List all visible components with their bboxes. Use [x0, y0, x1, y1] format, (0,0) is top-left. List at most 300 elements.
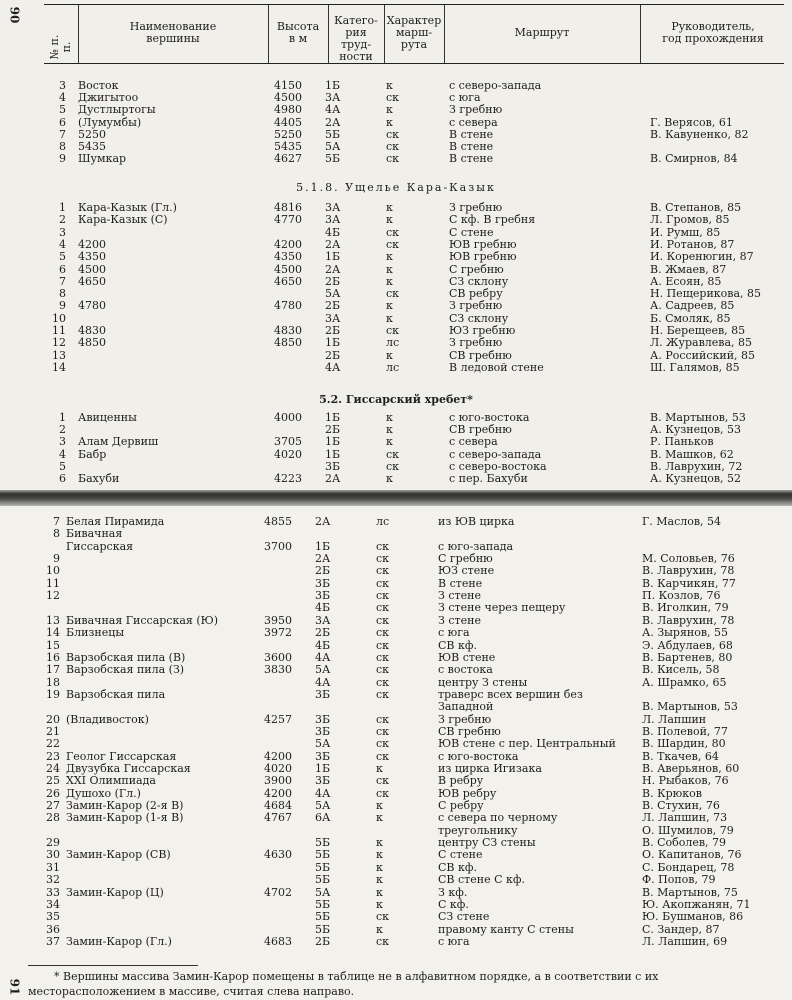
height-value: 3600	[264, 650, 292, 664]
leader-year: Н. Пещерикова, 85	[650, 287, 762, 301]
leader-year: А. Кузнецов, 52	[650, 472, 742, 485]
table-row	[0, 153, 792, 165]
difficulty-category: 2А	[325, 237, 341, 251]
route-description: ЮВ стене с пер. Центральный	[438, 737, 616, 751]
route-character: к	[386, 299, 393, 313]
difficulty-category: 5Б	[315, 836, 331, 850]
route-character: к	[376, 836, 383, 850]
table-row	[0, 449, 792, 461]
height-value: 4830	[274, 324, 302, 337]
height-value: 4780	[274, 299, 302, 313]
route-character: ск	[376, 774, 390, 788]
leader-year: А. Российский, 85	[650, 348, 756, 362]
table-row	[0, 337, 792, 349]
row-number: 7	[59, 127, 66, 141]
route-character: к	[376, 848, 383, 862]
peak-name: 5250	[78, 127, 106, 141]
peak-name: Белая Пирамида	[66, 515, 165, 528]
height-value: 5435	[274, 140, 302, 153]
table-row	[0, 578, 792, 590]
table-row	[0, 461, 792, 473]
leader-year: С. Бондарец, 78	[642, 860, 735, 874]
peak-name: 4780	[78, 299, 106, 313]
section-title-kara-kazyk: 5.1.8. Ущелье Кара-Казык	[296, 181, 496, 194]
row-number: 19	[46, 687, 60, 701]
peak-name: Восток	[78, 79, 119, 92]
route-character: к	[376, 799, 383, 813]
route-description: ЮВ ребру	[438, 786, 497, 800]
table-row	[0, 602, 792, 614]
row-number: 8	[59, 287, 66, 301]
leader-year: Б. Смоляк, 85	[650, 311, 731, 325]
row-number: 11	[46, 576, 60, 590]
leader-year: Г. Маслов, 54	[642, 515, 722, 528]
height-value: 4816	[274, 201, 302, 214]
leader-year: А. Есоян, 85	[650, 274, 722, 288]
route-character: к	[376, 860, 383, 874]
height-value: 4683	[264, 934, 292, 948]
row-number: 29	[46, 836, 60, 850]
difficulty-category: 1Б	[325, 336, 341, 350]
height-value: 3700	[264, 539, 292, 553]
route-character: ск	[376, 786, 390, 800]
table-row	[0, 350, 792, 362]
page-number-bottom: 91	[7, 978, 22, 996]
leader-year: В. Крюков	[642, 786, 702, 800]
leader-year: В. Кавуненко, 82	[650, 127, 749, 141]
route-description: З стене через пещеру	[438, 601, 566, 615]
route-description: С кф.	[438, 897, 469, 911]
difficulty-category: 3Б	[315, 576, 331, 590]
row-number: 10	[52, 311, 66, 325]
column-divider	[640, 5, 641, 63]
table-row	[0, 288, 792, 300]
row-number: 3	[59, 79, 66, 92]
difficulty-category: 4А	[315, 786, 331, 800]
height-value: 4200	[274, 237, 302, 251]
peak-name: Кара-Казык (Гл.)	[78, 201, 177, 214]
route-character: к	[386, 213, 393, 227]
peak-name: Варзобская пила (В)	[66, 650, 186, 664]
row-number: 5	[59, 103, 66, 117]
route-character: ск	[376, 687, 390, 701]
row-number: 4	[59, 237, 66, 251]
route-description: СЗ стене	[438, 910, 490, 924]
row-number: 16	[46, 650, 60, 664]
table-row	[0, 911, 792, 923]
route-description: центру СЗ стены	[438, 836, 536, 850]
row-number: 7	[53, 515, 60, 528]
difficulty-category: 3Б	[315, 589, 331, 603]
table-row	[0, 325, 792, 337]
header-character: Характер марш- рута	[386, 14, 442, 51]
difficulty-category: 3А	[325, 91, 341, 105]
route-character: к	[386, 472, 393, 485]
height-value: 4200	[264, 749, 292, 763]
table-row	[0, 362, 792, 374]
table-row	[0, 714, 792, 726]
column-divider	[444, 5, 445, 63]
table-row	[0, 899, 792, 911]
peak-name: XXI Олимпиада	[66, 774, 156, 788]
header-leader: Руководитель, год прохождения	[662, 20, 764, 45]
table-row	[0, 751, 792, 763]
table-row	[0, 528, 792, 540]
route-description: З гребню	[438, 712, 492, 726]
peak-name: Замин-Карор (1-я В)	[66, 811, 184, 825]
difficulty-category: 1Б	[315, 539, 331, 553]
route-description: СВ стене С кф.	[438, 873, 525, 887]
row-number: 4	[59, 447, 66, 461]
peak-name: Бивачная Гиссарская (Ю)	[66, 613, 219, 627]
column-divider	[268, 5, 269, 63]
row-number: 9	[59, 152, 66, 166]
peak-name: Дустлыртогы	[78, 103, 156, 117]
page-seam-shadow	[0, 490, 792, 506]
leader-year: Л. Лапшин, 73	[642, 811, 728, 825]
row-number: 3	[59, 435, 66, 449]
row-number: 31	[46, 860, 60, 874]
route-character: ск	[376, 589, 390, 603]
difficulty-category: 3А	[325, 201, 341, 214]
table-row	[0, 214, 792, 226]
peak-name: Замин-Карор (Гл.)	[66, 934, 172, 948]
route-description: с юга	[449, 91, 481, 105]
difficulty-category: 3Б	[315, 687, 331, 701]
height-value: 3830	[264, 663, 292, 677]
height-value: 4020	[264, 762, 292, 775]
leader-year: П. Козлов, 76	[642, 589, 721, 603]
height-value: 4257	[264, 712, 292, 726]
route-description: из ЮВ цирка	[438, 515, 515, 528]
route-description: СВ гребню	[449, 423, 512, 437]
height-value: 3705	[274, 435, 302, 449]
difficulty-category: 3Б	[315, 749, 331, 763]
row-number: 14	[46, 626, 60, 640]
difficulty-category: 1Б	[325, 447, 341, 461]
row-number: 24	[46, 762, 60, 775]
row-number: 10	[46, 564, 60, 578]
route-character: лс	[386, 360, 400, 374]
row-number: 27	[46, 799, 60, 813]
leader-year: Ю. Акопжанян, 71	[642, 897, 751, 911]
difficulty-category: 2Б	[325, 324, 341, 337]
row-number: 3	[59, 225, 66, 239]
difficulty-category: 2Б	[315, 626, 331, 640]
route-description: ЮВ стене	[438, 650, 496, 664]
route-character: ск	[376, 638, 390, 652]
route-character: к	[376, 897, 383, 911]
route-character: ск	[376, 724, 390, 738]
height-value: 4630	[264, 848, 292, 862]
route-description: З гребню	[449, 103, 503, 117]
row-number: 15	[46, 638, 60, 652]
peak-name: Близнецы	[66, 626, 125, 640]
route-description: треугольнику	[438, 823, 518, 837]
row-number: 33	[46, 885, 60, 899]
leader-year: И. Румш, 85	[650, 225, 721, 239]
route-character: ск	[376, 539, 390, 553]
row-number: 25	[46, 774, 60, 788]
leader-year: А. Кузнецов, 53	[650, 423, 742, 437]
difficulty-category: 2А	[315, 515, 331, 528]
height-value: 4500	[274, 91, 302, 105]
row-number: 11	[52, 324, 66, 337]
table-row	[0, 924, 792, 936]
row-number: 21	[46, 724, 60, 738]
route-description: С стене	[438, 848, 483, 862]
leader-year: В. Бартенев, 80	[642, 650, 733, 664]
header-route: Маршрут	[514, 26, 570, 39]
difficulty-category: 4Б	[315, 601, 331, 615]
difficulty-category: 2Б	[315, 934, 331, 948]
route-character: к	[376, 922, 383, 936]
difficulty-category: 2А	[315, 552, 331, 566]
row-number: 35	[46, 910, 60, 924]
row-number: 2	[59, 213, 66, 227]
height-value: 4767	[264, 811, 292, 825]
difficulty-category: 4А	[325, 360, 341, 374]
height-value: 4200	[264, 786, 292, 800]
height-value: 4980	[274, 103, 302, 117]
leader-year: Ф. Попов, 79	[642, 873, 716, 887]
table-row	[0, 936, 792, 948]
row-number: 1	[59, 411, 66, 424]
footnote-rule	[28, 965, 198, 966]
leader-year: О. Шумилов, 79	[642, 823, 734, 837]
difficulty-category: 3А	[315, 613, 331, 627]
route-character: ск	[376, 737, 390, 751]
table-row	[0, 677, 792, 689]
route-description: с юга	[438, 626, 470, 640]
route-description: С кф. В гребня	[449, 213, 536, 227]
peak-name: Геолог Гиссарская	[66, 749, 177, 763]
height-value: 5250	[274, 127, 302, 141]
route-character: ск	[376, 552, 390, 566]
difficulty-category: 5Б	[315, 848, 331, 862]
row-number: 18	[46, 675, 60, 689]
leader-year: Э. Абдулаев, 68	[642, 638, 733, 652]
difficulty-category: 2Б	[315, 564, 331, 578]
height-value: 4684	[264, 799, 292, 813]
difficulty-category: 2Б	[325, 299, 341, 313]
table-row	[0, 849, 792, 861]
table-row	[0, 887, 792, 899]
leader-year: В. Лаврухин, 78	[642, 613, 735, 627]
leader-year: В. Аверьянов, 60	[642, 762, 740, 775]
row-number: 2	[59, 423, 66, 437]
route-description: В стене	[449, 127, 494, 141]
leader-year: В. Мартынов, 53	[642, 700, 738, 714]
route-description: с севера по черному	[438, 811, 558, 825]
difficulty-category: 2Б	[325, 348, 341, 362]
route-description: траверс всех вершин без	[438, 687, 583, 701]
leader-year: Л. Громов, 85	[650, 213, 730, 227]
peak-name: 4850	[78, 336, 106, 350]
leader-year: Л. Лапшин	[642, 712, 707, 726]
peak-name: Замин-Карор (2-я В)	[66, 799, 184, 813]
peak-name: 4500	[78, 262, 106, 276]
table-row	[0, 104, 792, 116]
difficulty-category: 1Б	[325, 411, 341, 424]
leader-year: В. Мартынов, 53	[650, 411, 746, 424]
route-description: В ледовой стене	[449, 360, 544, 374]
peak-name: Бахуби	[78, 472, 120, 485]
route-character: к	[386, 274, 393, 288]
route-description: с северо-востока	[449, 459, 547, 473]
leader-year: Л. Журавлева, 85	[650, 336, 753, 350]
route-character: ск	[376, 564, 390, 578]
row-number: 13	[46, 613, 60, 627]
leader-year: В. Полевой, 77	[642, 724, 728, 738]
table-row	[0, 590, 792, 602]
row-number: 14	[52, 360, 66, 374]
table-row	[0, 615, 792, 627]
difficulty-category: 3Б	[315, 774, 331, 788]
route-character: ск	[376, 910, 390, 924]
leader-year: В. Жмаев, 87	[650, 262, 727, 276]
row-number: 22	[46, 737, 60, 751]
peak-name: 4650	[78, 274, 106, 288]
table-row	[0, 276, 792, 288]
route-description: с севера	[449, 435, 498, 449]
row-number: 5	[59, 459, 66, 473]
table-row	[0, 775, 792, 787]
height-value: 4350	[274, 250, 302, 264]
leader-year: А. Шрамко, 65	[642, 675, 727, 689]
route-description: С ребру	[438, 799, 484, 813]
route-description: ЮВ гребню	[449, 250, 517, 264]
route-character: к	[386, 115, 393, 129]
leader-year: Ю. Бушманов, 86	[642, 910, 744, 924]
route-description: с юго-востока	[438, 749, 519, 763]
route-description: ЮВ гребню	[449, 237, 517, 251]
header-category: Катего- рия труд- ности	[334, 14, 378, 63]
leader-year: Г. Верясов, 61	[650, 115, 733, 129]
leader-year: И. Коренюгин, 87	[650, 250, 754, 264]
peak-name: 5435	[78, 140, 106, 153]
leader-year: В. Кисель, 58	[642, 663, 720, 677]
route-description: центру З стены	[438, 675, 528, 689]
route-character: ск	[376, 626, 390, 640]
route-character: ск	[376, 712, 390, 726]
route-description: с юго-запада	[438, 539, 514, 553]
difficulty-category: 2А	[325, 115, 341, 129]
table-row	[0, 640, 792, 652]
table-row	[0, 788, 792, 800]
header-height: Высота в м	[276, 20, 320, 45]
peak-name: Алам Дервиш	[78, 435, 159, 449]
table-row	[0, 516, 792, 528]
route-description: СВ гребню	[438, 724, 501, 738]
difficulty-category: 3Б	[325, 459, 341, 473]
leader-year: В. Соболев, 79	[642, 836, 727, 850]
top-book-page	[0, 0, 792, 490]
row-number: 12	[52, 336, 66, 350]
table-row	[0, 541, 792, 553]
route-character: лс	[376, 515, 390, 528]
peak-name: Шумкар	[78, 152, 127, 166]
route-character: ск	[376, 576, 390, 590]
difficulty-category: 3А	[325, 311, 341, 325]
peak-name: Кара-Казык (С)	[78, 213, 168, 227]
difficulty-category: 5Б	[315, 897, 331, 911]
difficulty-category: 5Б	[315, 860, 331, 874]
route-character: к	[376, 762, 383, 775]
route-character: к	[386, 262, 393, 276]
leader-year: И. Ротанов, 87	[650, 237, 735, 251]
route-description: с пер. Бахуби	[449, 472, 528, 485]
bottom-book-page	[0, 506, 792, 1000]
table-row	[0, 436, 792, 448]
difficulty-category: 6А	[315, 811, 331, 825]
route-character: ск	[376, 613, 390, 627]
difficulty-category: 1Б	[325, 435, 341, 449]
row-number: 7	[59, 274, 66, 288]
row-number: 1	[59, 201, 66, 214]
leader-year: Н. Берещеев, 85	[650, 324, 746, 337]
height-value: 3900	[264, 774, 292, 788]
table-row	[0, 251, 792, 263]
footnote: * Вершины массива Замин-Карор помещены в таблице не в алфавитном порядке, а в соответствии с их месторасположением в массиве, считая слева направо.	[28, 970, 659, 998]
route-character: к	[376, 885, 383, 899]
route-character: ск	[386, 91, 400, 105]
leader-year: Р. Паньков	[650, 435, 714, 449]
leader-year: В. Стухин, 76	[642, 799, 720, 813]
route-description: З гребню	[449, 336, 503, 350]
route-character: ск	[386, 152, 400, 166]
peak-name: Варзобская пила (З)	[66, 663, 185, 677]
difficulty-category: 5А	[315, 737, 331, 751]
route-description: из цирка Игизака	[438, 762, 542, 775]
table-row	[0, 141, 792, 153]
leader-year: В. Карчикян, 77	[642, 576, 736, 590]
table-row	[0, 300, 792, 312]
height-value: 4627	[274, 152, 302, 166]
leader-year: В. Шардин, 80	[642, 737, 726, 751]
route-character: к	[386, 423, 393, 437]
route-description: СЗ склону	[449, 311, 509, 325]
route-character: ск	[386, 459, 400, 473]
row-number: 8	[59, 140, 66, 153]
height-value: 4500	[274, 262, 302, 276]
height-value: 4702	[264, 885, 292, 899]
table-row	[0, 313, 792, 325]
table-row	[0, 627, 792, 639]
route-character: лс	[386, 336, 400, 350]
table-row	[0, 800, 792, 812]
route-character: ск	[376, 663, 390, 677]
leader-year: С. Зандер, 87	[642, 922, 720, 936]
header-name: Наименование вершины	[129, 20, 217, 45]
route-description: С гребню	[438, 552, 493, 566]
difficulty-category: 5А	[325, 287, 341, 301]
height-value: 4405	[274, 115, 302, 129]
column-divider	[384, 5, 385, 63]
route-character: к	[386, 435, 393, 449]
difficulty-category: 4Б	[325, 225, 341, 239]
route-character: ск	[376, 675, 390, 689]
difficulty-category: 3Б	[315, 712, 331, 726]
route-character: к	[386, 201, 393, 214]
difficulty-category: 3А	[325, 213, 341, 227]
leader-year: О. Капитанов, 76	[642, 848, 742, 862]
route-description: З стене	[438, 589, 481, 603]
peak-name: Гиссарская	[66, 539, 134, 553]
leader-year: В. Смирнов, 84	[650, 152, 738, 166]
peak-name: Замин-Карор (Ц)	[66, 885, 164, 899]
peak-name: Бабр	[78, 447, 107, 461]
